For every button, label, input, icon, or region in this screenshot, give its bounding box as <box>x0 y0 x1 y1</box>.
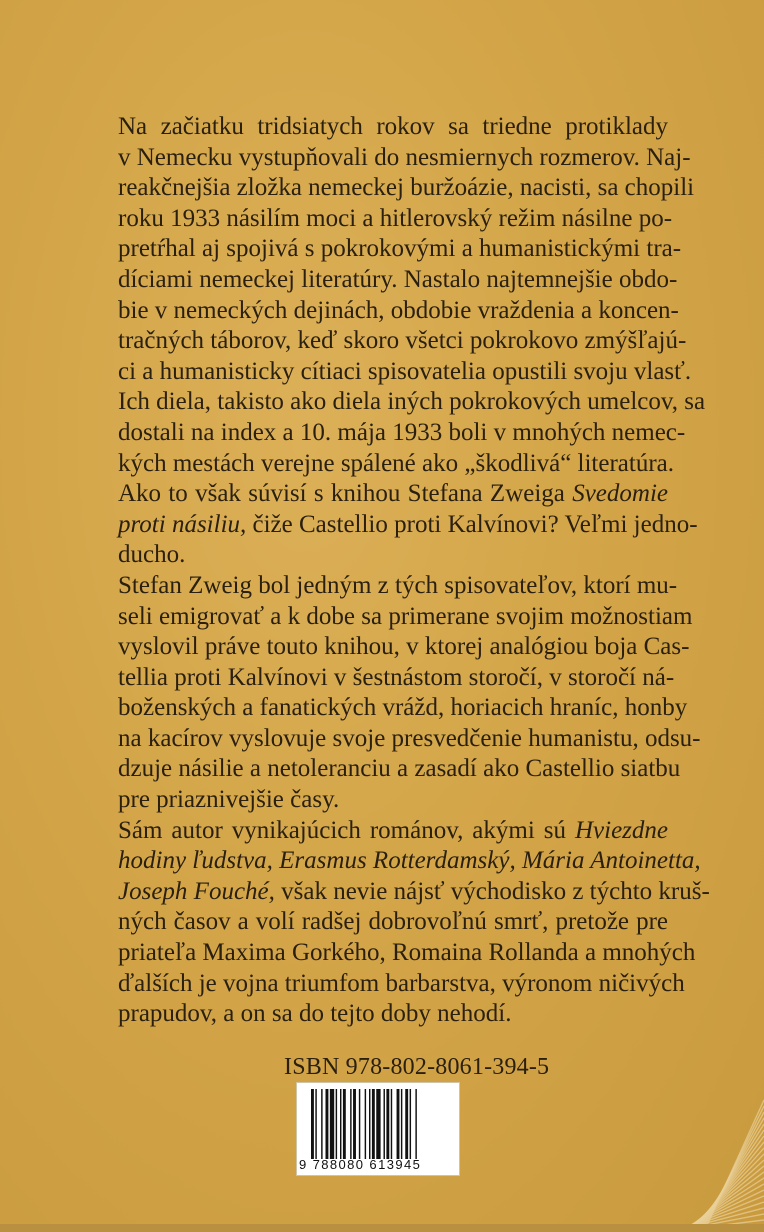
text-line: tellia proti Kalvínovi v šestnástom storočí, v storočí ná- <box>118 663 675 691</box>
text-line: na kacírov vyslovuje svoje presvedčenie humanistu, odsu- <box>118 724 701 752</box>
text-line: dostali na index a 10. mája 1933 boli v mnohých nemec- <box>118 418 686 446</box>
text-segment: Ako to však súvisí s knihou Stefana Zweiga <box>118 480 573 508</box>
italic-title: Svedomie <box>572 480 668 508</box>
text-line: Stefan Zweig bol jedným z tých spisovateľov, ktorí mu- <box>118 571 678 599</box>
text-line: bie v nemeckých dejinách, obdobie vraždenia a koncen- <box>118 296 679 324</box>
paragraph <box>118 571 701 816</box>
text-line <box>118 479 668 510</box>
text-line <box>118 846 701 877</box>
text-line: ďalších je vojna triumfom barbarstva, výronom ničivých <box>118 969 685 997</box>
text-line: dzuje násilie a netoleranciu a zasadí ako Castellio siatbu <box>118 755 681 783</box>
text-line: díciami nemeckej literatúry. Nastalo najtemnejšie obdo- <box>118 265 678 293</box>
barcode <box>296 1082 460 1176</box>
text-line <box>118 510 698 541</box>
text-line: vyslovil práve touto knihou, v ktorej analógiou boja Cas- <box>118 633 690 661</box>
barcode-bars <box>311 1089 449 1159</box>
text-line: pretŕhal aj spojivá s pokrokovými a humanistickými tra- <box>118 235 682 263</box>
blurb-text <box>118 112 710 1030</box>
text-line: prapudov, a on sa do tejto doby nehodí. <box>118 1000 512 1028</box>
text-line <box>118 877 710 908</box>
bottom-edge <box>0 1224 764 1232</box>
text-line: v Nemecku vystupňovali do nesmiernych rozmerov. Naj- <box>118 143 691 171</box>
paragraph <box>118 112 706 479</box>
italic-title: Joseph Fouché, <box>118 877 275 905</box>
barcode-digits: 9 788080 613945 <box>299 1157 422 1172</box>
text-line: reakčnejšia zložka nemeckej buržoázie, nacisti, sa chopili <box>118 174 695 202</box>
text-line: boženských a fanatických vrážd, horiacich hraníc, honby <box>118 694 688 722</box>
text-segment: čiže Castellio proti Kalvínovi? Veľmi jedno- <box>246 510 698 538</box>
text-line <box>118 816 668 847</box>
text-line: seli emigrovať a k dobe sa primerane svojim možnostiam <box>118 602 693 630</box>
text-line: kých mestách verejne spálené ako „škodlivá“ literatúra. <box>118 449 675 477</box>
text-line: roku 1933 násilím moci a hitlerovský režim násilne po- <box>118 204 673 232</box>
text-line: ných časov a volí radšej dobrovoľnú smrť, pretože pre <box>118 908 668 936</box>
paragraph <box>118 816 710 1030</box>
italic-title: hodiny ľudstva, Erasmus Rotterdamský, Mária Antoinetta, <box>118 847 701 875</box>
text-line: Ich diela, takisto ako diela iných pokrokových umelcov, sa <box>118 388 706 416</box>
text-line: pre priaznivejšie časy. <box>118 786 340 814</box>
decorative-hatch-pattern <box>624 1080 764 1232</box>
text-line: Na začiatku tridsiatych rokov sa triedne protiklady <box>118 113 668 140</box>
text-segment: však nevie nájsť východisko z týchto kruš- <box>274 877 710 905</box>
isbn-label: ISBN 978-802-8061-394-5 <box>284 1054 550 1080</box>
italic-title: Hviezdne <box>574 816 668 844</box>
text-line: ducho. <box>118 541 186 569</box>
text-line: ci a humanisticky cítiaci spisovatelia opustili svoju vlasť. <box>118 357 692 385</box>
text-line: priateľa Maxima Gorkého, Romaina Rollanda a mnohých <box>118 939 696 967</box>
paragraph <box>118 479 698 571</box>
text-line: tračných táborov, keď skoro všetci pokrokovo zmýšľajú- <box>118 327 687 355</box>
italic-title: proti násiliu, <box>118 510 247 538</box>
text-segment: Sám autor vynikajúcich románov, akými sú <box>118 816 575 844</box>
